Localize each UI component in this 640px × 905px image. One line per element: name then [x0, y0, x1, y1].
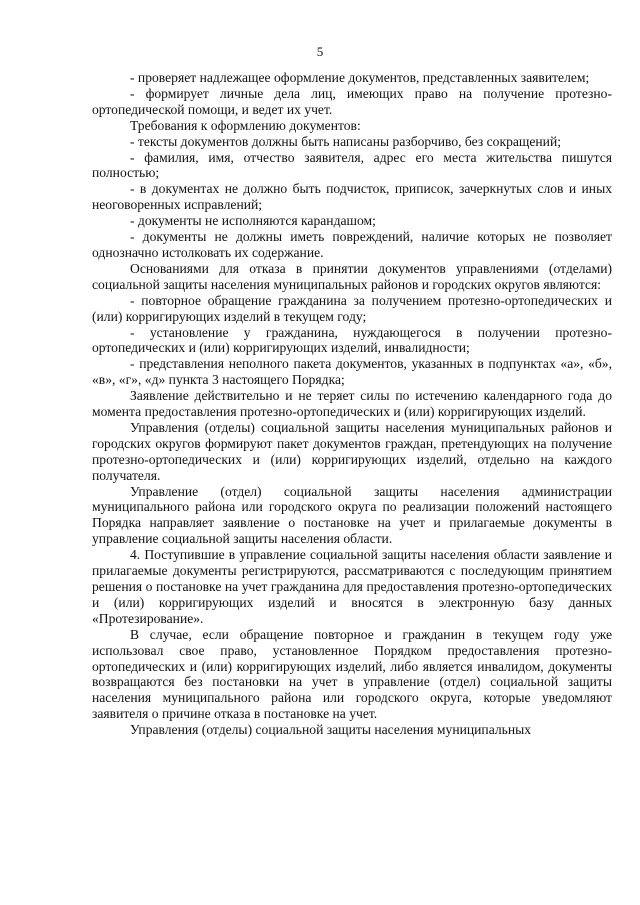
- paragraph: - фамилия, имя, отчество заявителя, адрес его места жительства пишутся полностью;: [92, 149, 612, 181]
- paragraph: - повторное обращение гражданина за получением протезно-ортопедических и (или) корригирующих изделий в текущем году;: [92, 292, 612, 324]
- paragraph: - представления неполного пакета документов, указанных в подпунктах «а», «б», «в», «г», «д» пункта 3 настоящего Порядка;: [92, 356, 612, 388]
- paragraph: - проверяет надлежащее оформление документов, представленных заявителем;: [130, 70, 590, 85]
- page-number: 5: [316, 44, 324, 59]
- document-body: [92, 70, 612, 738]
- paragraph: Требования к оформлению документов:: [130, 117, 361, 133]
- paragraph: Заявление действительно и не теряет силы по истечению календарного года до момента предоставления протезно-ортопедических и (или) корригирующих изделий.: [92, 388, 612, 420]
- paragraph: - тексты документов должны быть написаны разборчиво, без сокращений;: [130, 133, 561, 149]
- paragraph: - установление у гражданина, нуждающегося в получении протезно-ортопедических и (или) корригирующих изделий, инвалидности;: [92, 324, 612, 356]
- paragraph: - документы не должны иметь повреждений, наличие которых не позволяет однозначно истолковать их содержание.: [92, 229, 612, 260]
- paragraph: Управление (отдел) социальной защиты населения администрации муниципального района или городского округа по реализации положений настоящего Порядка направляет заявление о постановке на учет и прилагаемые документы в управление социальной защиты населения области.: [92, 483, 612, 547]
- paragraph: В случае, если обращение повторное и гражданин в текущем году уже использовал свое право, установленное Порядком предоставления протезно-ортопедических и (или) корригирующих изделий, либо является инвалидом, документы возвращаются без постановки на учет в управление (отдел) социальной защиты населения муниципального района или городского округа, которые уведомляют заявителя о причине отказа в постановке на учет.: [92, 626, 612, 722]
- paragraph: - формирует личные дела лиц, имеющих право на получение протезно-ортопедической помощи, и ведет их учет.: [92, 85, 612, 117]
- paragraph: Основаниями для отказа в принятии документов управлениями (отделами) социальной защиты населения муниципальных районов и городских округов являются:: [92, 260, 612, 292]
- paragraph: Управления (отделы) социальной защиты населения муниципальных: [130, 722, 532, 738]
- paragraph: 4. Поступившие в управление социальной защиты населения области заявление и прилагаемые документы регистрируются, рассматриваются с последующим принятием решения о постановке на учет гражданина для предоставления протезно-ортопедических и (или) корригирующих изделий и вносятся в электронную базу данных «Протезирование».: [92, 547, 612, 626]
- paragraph: - документы не исполняются карандашом;: [130, 213, 376, 229]
- paragraph: - в документах не должно быть подчисток, приписок, зачеркнутых слов и иных неоговоренных исправлений;: [92, 181, 612, 213]
- paragraph: Управления (отделы) социальной защиты населения муниципальных районов и городских округов формируют пакет документов граждан, претендующих на получение протезно-ортопедических и (или) корригирующих изделий, отдельно на каждого получателя.: [92, 419, 612, 483]
